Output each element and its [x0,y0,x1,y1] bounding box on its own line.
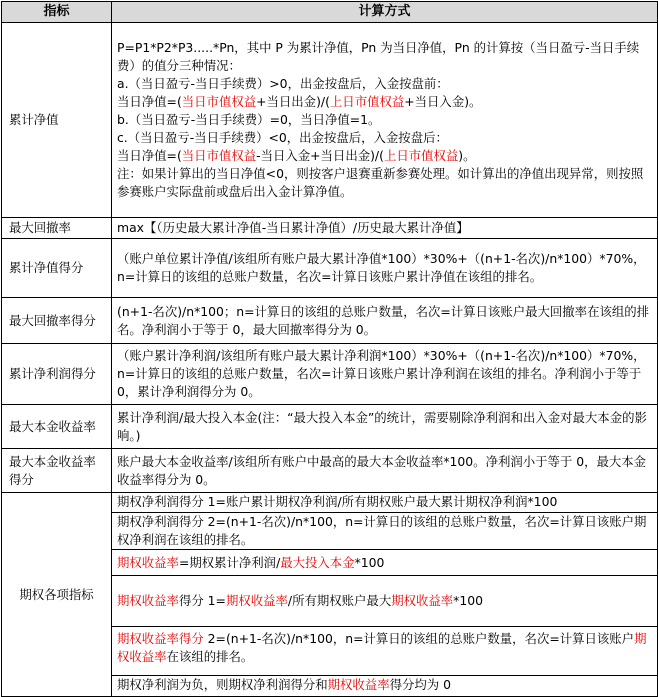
row-name: 期权各项指标 [2,493,112,697]
row-formula: （账户单位累计净值/该组所有账户最大累计净值*100）*30%+（(n+1-名次)/n*100）*70%，n=计算日的该组的总账户数量，名次=计算日该账户累计净值在该组的排名。 [112,239,658,298]
header-method: 计算方式 [112,2,658,23]
indicator-table [1,1,658,697]
row-name: 最大回撤率 [2,218,112,239]
case-c: c.（当日盈亏-当日手续费）<0，出金按盘后，入金按盘后： [117,130,448,145]
row-name: 累计净利润得分 [2,344,112,405]
case-a-formula: 当日净值=(当日市值权益+当日出金)/(上日市值权益+当日入金)。 [117,94,482,109]
row-formula: max【（历史最大累计净值-当日累计净值）/历史最大累计净值】 [112,218,658,239]
row-formula: （账户累计净利润/该组所有账户最大累计净利润*100）*30%+（(n+1-名次)/n*100）*70%，n=计算日的该组的总账户数量，名次=计算日该账户累计净利润在该组的排名。净利润小于等于 0，累计净利润得分为 0。 [112,344,658,405]
option-item: 期权收益率=期权累计净利润/最大投入本金*100 [112,549,657,575]
table-row [2,23,658,218]
row-name: 最大本金收益率 [2,405,112,449]
option-item: 期权净利润为负，则期权净利润得分和期权收益率得分均为 0 [112,675,657,696]
cum-nav-note: 注：如果计算出的当日净值<0，则按客户退赛重新参赛处理。如计算出的净值出现异常，则按照参赛账户实际盘前或盘后出入金计算净值。 [117,166,644,199]
cum-nav-intro: P=P1*P2*P3.....*Pn，其中 P 为累计净值，Pn 为当日净值，Pn 的计算按（当日盈亏-当日手续费）的值分三种情况： [117,40,640,73]
row-name: 最大本金收益率得分 [2,449,112,493]
option-item: 期权收益率得分 2=(n+1-名次)/n*100，n=计算日的该组的总账户数量，名次=计算日该账户期权收益率在该组的排名。 [112,626,657,675]
table-row [2,405,658,449]
case-c-formula: 当日净值=(当日市值权益-当日入金+当日出金)/(上日市值权益)。 [117,148,476,163]
row-name: 累计净值得分 [2,239,112,298]
row-formula: 账户最大本金收益率/该组所有账户中最高的最大本金收益率*100。净利润小于等于 0，最大本金收益率得分为 0。 [112,449,658,493]
case-b: b.（当日盈亏-当日手续费）=0，当日净值=1。 [117,112,381,127]
row-formula: 累计净利润/最大投入本金(注：“最大投入本金”的统计，需要剔除净利润和出入金对最大本金的影响。) [112,405,658,449]
row-name: 最大回撤率得分 [2,298,112,344]
row-formula [112,493,658,697]
table-row [2,493,658,697]
option-item: 期权收益率得分 1=期权收益率/所有期权账户最大期权收益率*100 [112,575,657,626]
case-a: a.（当日盈亏-当日手续费）>0，出金按盘后，入金按盘前： [117,76,449,91]
header-indicator: 指标 [2,2,112,23]
row-formula: (n+1-名次)/n*100；n=计算日的该组的总账户数量，名次=计算日该账户最大回撤率在该组的排名。净利润小于等于 0，最大回撤率得分为 0。 [112,298,658,344]
table-row [2,239,658,298]
option-item: 期权净利润得分 2=(n+1-名次)/n*100，n=计算日的该组的总账户数量，名次=计算日该账户期权净利润在该组的排名。 [112,512,657,549]
option-item: 期权净利润得分 1=账户累计期权净利润/所有期权账户最大累计期权净利润*100 [117,494,558,509]
table-row [2,218,658,239]
row-formula [112,23,658,218]
table-header-row [2,2,658,23]
table-row [2,298,658,344]
table-row [2,344,658,405]
table-row [2,449,658,493]
row-name: 累计净值 [2,23,112,218]
